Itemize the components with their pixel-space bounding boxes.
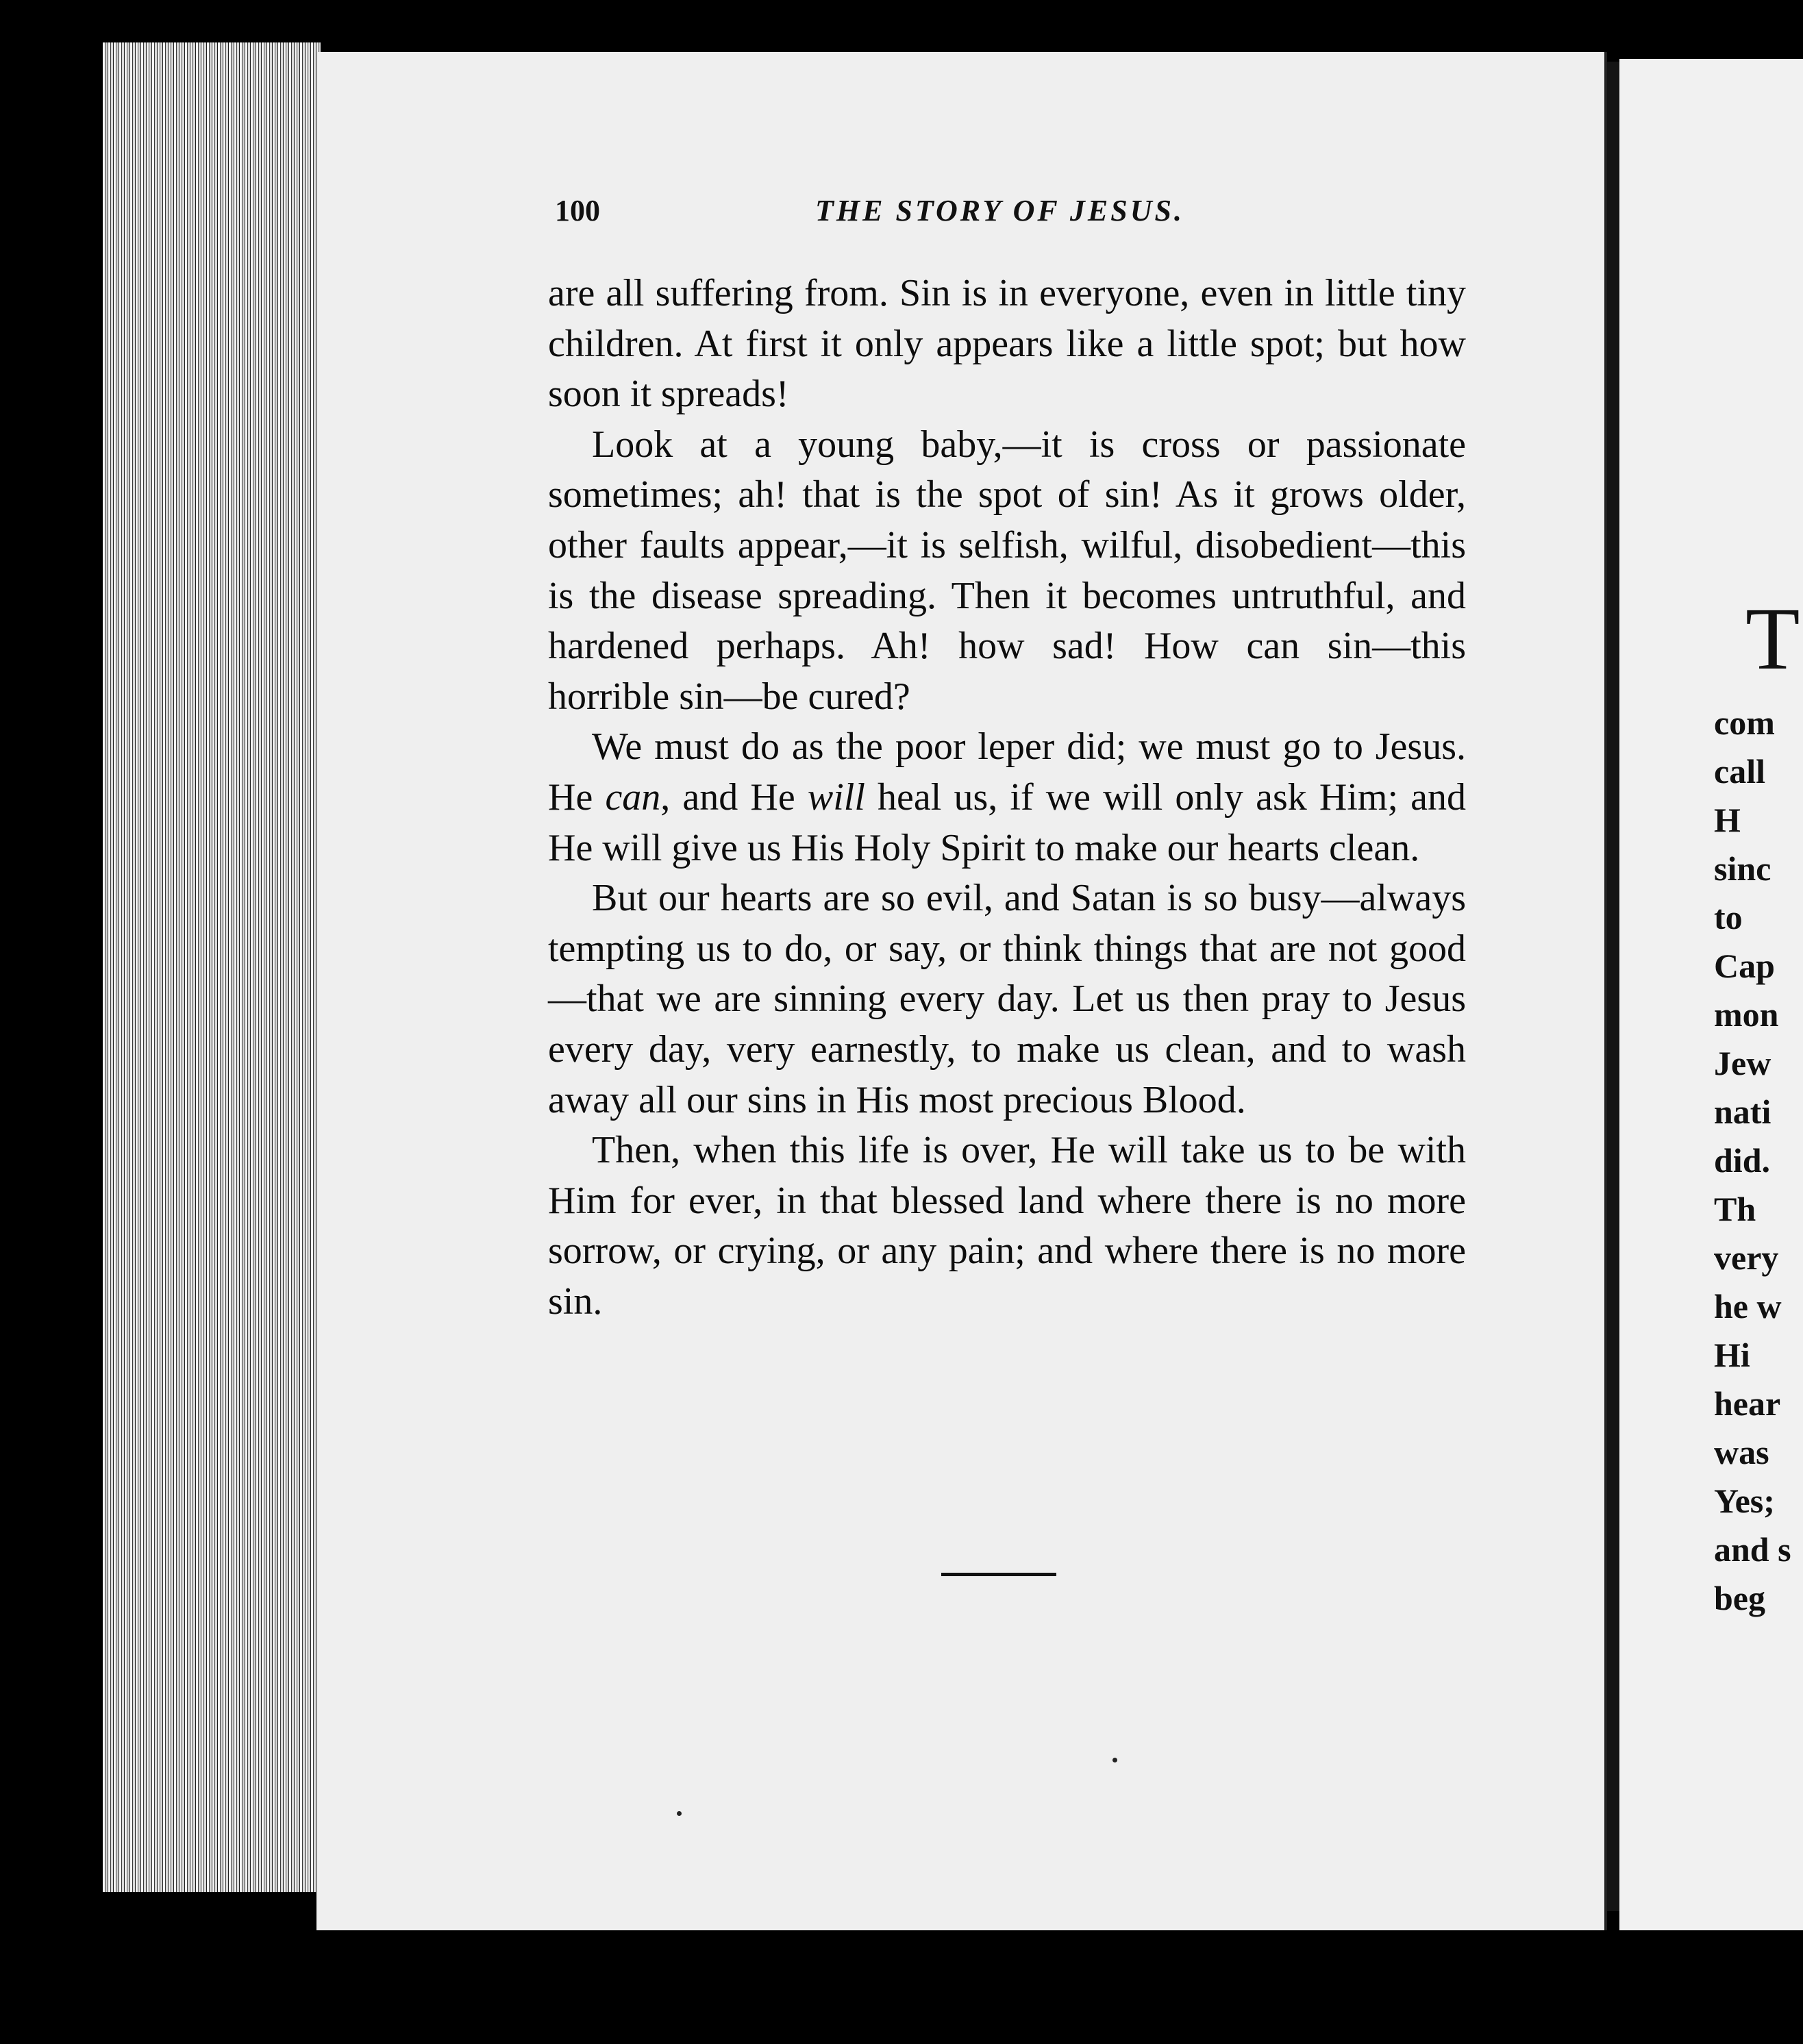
right-page-line: Th bbox=[1714, 1190, 1756, 1228]
right-page-line: and s bbox=[1714, 1530, 1791, 1569]
right-page-line: sinc bbox=[1714, 849, 1771, 888]
right-page-line: com bbox=[1714, 703, 1775, 742]
speck bbox=[677, 1811, 682, 1816]
right-page-line: Cap bbox=[1714, 947, 1775, 985]
page-number: 100 bbox=[555, 194, 600, 227]
right-page-line: Hi bbox=[1714, 1336, 1750, 1374]
section-end-rule bbox=[941, 1573, 1056, 1576]
page-header bbox=[555, 193, 1226, 234]
book-fore-edge bbox=[103, 42, 321, 1892]
paragraph-1: are all suffering from. Sin is in everyone, even in little tiny children. At first it only appears like a little spot; but how soon it spreads! bbox=[548, 272, 1466, 416]
paragraph-2: Look at a young baby,—it is cross or passionate sometimes; ah! that is the spot of sin! As it grows older, other faults appear,—it is selfish, wilful, disobedient—this is the disease spreading. Then it becomes untruthful, and hardened perhaps. Ah! how sad! How can sin—this horrible sin—be cured? bbox=[548, 423, 1466, 718]
right-page-line: hear bbox=[1714, 1384, 1781, 1423]
right-page-line: nati bbox=[1714, 1093, 1771, 1131]
right-page-line: call bbox=[1714, 752, 1765, 790]
right-page-line: he w bbox=[1714, 1287, 1782, 1325]
emphasis-will: will bbox=[807, 775, 865, 819]
paragraph-4: But our hearts are so evil, and Satan is so busy—always tempting us to do, or say, or think things that are not good—that we are sinning every day. Let us then pray to Jesus every day, very earnestly, to make us clean, and to wash away all our sins in His most precious Blood. bbox=[548, 877, 1466, 1121]
right-page-line: did. bbox=[1714, 1141, 1771, 1180]
paragraph-3-part-a: We must do as the poor leper did; we must go to Jesus. He bbox=[548, 725, 1466, 819]
right-page-line: H bbox=[1714, 801, 1741, 839]
paragraph-3-part-e: heal us, if we will only ask Him; and He will give us His Holy Spirit to make our hearts clean. bbox=[548, 775, 1467, 869]
right-page-line: Jew bbox=[1714, 1044, 1771, 1082]
paragraph-5: Then, when this life is over, He will take us to be with Him for ever, in that blessed land where there is no more sorrow, or crying, or any pain; and where there is no more sin. bbox=[548, 1129, 1466, 1323]
running-title: THE STORY OF JESUS. bbox=[815, 194, 1184, 227]
emphasis-can: can bbox=[605, 775, 661, 819]
body-text bbox=[548, 269, 1466, 1327]
right-page-line: to bbox=[1714, 898, 1743, 936]
paragraph-3 bbox=[548, 722, 1466, 873]
right-page-dropcap: T bbox=[1745, 590, 1800, 688]
right-page-line: was bbox=[1714, 1433, 1769, 1471]
speck bbox=[1112, 1758, 1117, 1762]
right-page-line: very bbox=[1714, 1238, 1779, 1277]
right-page-line: Yes; bbox=[1714, 1482, 1775, 1520]
right-page-text bbox=[1714, 699, 1791, 1623]
right-page-line: mon bbox=[1714, 995, 1779, 1034]
paragraph-3-part-c: , and He bbox=[660, 775, 808, 819]
right-page-line: beg bbox=[1714, 1579, 1765, 1617]
